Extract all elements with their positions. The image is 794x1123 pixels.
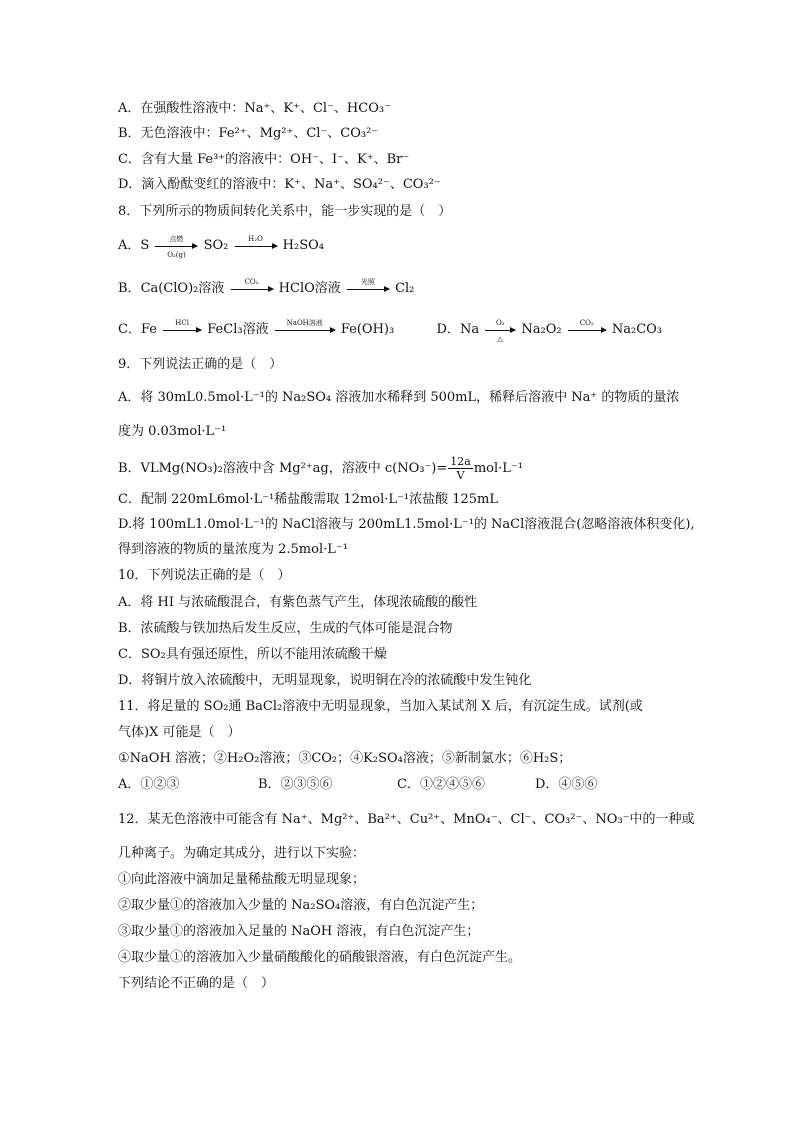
q11-stem: 11．将足量的 SO₂通 BaCl₂溶液中无明显现象，当加入某试剂 X 后，有沉淀生成。试剂(或 xyxy=(118,699,643,714)
q8d-s1: Na xyxy=(459,322,480,337)
q8c-s2: FeCl₃溶液 xyxy=(207,322,269,337)
q12-stem-cont: 几种离子。为确定其成分，进行以下实验： xyxy=(118,846,366,861)
q12-question: 下列结论不正确的是（ ） xyxy=(118,976,275,991)
q11-stem-cont: 气体)X 可能是（ ） xyxy=(118,725,241,740)
q8b-s1: Ca(ClO)₂溶液 xyxy=(140,281,225,296)
q10-option-a[interactable]: A．将 HI 与浓硫酸混合，有紫色蒸气产生，体现浓硫酸的酸性 xyxy=(118,595,478,610)
q9-option-c[interactable]: C．配制 220mL6mol·L⁻¹稀盐酸需取 12mol·L⁻¹浓盐酸 125mL xyxy=(118,492,499,507)
q8-stem: 8．下列所示的物质间转化关系中，能一步实现的是（ ） xyxy=(118,204,452,219)
reaction-arrow: 点燃 O₂(g) xyxy=(155,245,197,247)
q8b-s2: HClO溶液 xyxy=(278,281,341,296)
q8c-s3: Fe(OH)₃ xyxy=(340,322,395,337)
q12-step-3: ③取少量①的溶液加入足量的 NaOH 溶液，有白色沉淀产生； xyxy=(118,924,480,939)
reaction-arrow: CO₂ xyxy=(231,288,273,290)
q8-option-b[interactable] xyxy=(118,277,415,298)
q8d-s3: Na₂CO₃ xyxy=(611,322,663,337)
q7-option-d[interactable]: D．滴入酚酞变红的溶液中：K⁺、Na⁺、SO₄²⁻、CO₃²⁻ xyxy=(118,177,441,192)
q8a-s1: S xyxy=(140,238,150,253)
q7-option-c[interactable]: C．含有大量 Fe³⁺的溶液中：OH⁻、I⁻、K⁺、Br⁻ xyxy=(118,152,410,167)
q8a-label: A． xyxy=(118,238,141,253)
q8d-label: D． xyxy=(436,322,460,337)
q9b-post: mol·L⁻¹ xyxy=(473,461,523,476)
reaction-arrow: NaOH溶液 xyxy=(275,329,335,331)
q11-option-d[interactable]: D．④⑤⑥ xyxy=(535,777,598,792)
q9-stem: 9．下列说法正确的是（ ） xyxy=(118,357,283,372)
q10-option-d[interactable]: D．将铜片放入浓硫酸中，无明显现象，说明铜在冷的浓硫酸中发生钝化 xyxy=(118,673,532,688)
q8d-s2: Na₂O₂ xyxy=(521,322,562,337)
reaction-arrow: O₂ △ xyxy=(485,329,515,331)
q8b-label: B． xyxy=(118,281,141,296)
q12-step-1: ①向此溶液中滴加足量稀盐酸无明显现象； xyxy=(118,872,366,887)
q8-option-a[interactable] xyxy=(118,234,324,259)
reaction-arrow: CO₂ xyxy=(568,329,606,331)
q9-option-d-cont: 得到溶液的物质的量浓度为 2.5mol·L⁻¹ xyxy=(118,542,348,557)
q11-option-b[interactable]: B．②③⑤⑥ xyxy=(258,777,333,792)
q11-list: ①NaOH 溶液；②H₂O₂溶液；③CO₂；④K₂SO₄溶液；⑤新制氯水；⑥H₂S； xyxy=(118,751,572,766)
q10-stem: 10．下列说法正确的是（ ） xyxy=(118,568,291,583)
q8b-s3: Cl₂ xyxy=(395,281,415,296)
q9-option-a-cont: 度为 0.03mol·L⁻¹ xyxy=(118,424,227,439)
q10-option-c[interactable]: C．SO₂具有强还原性，所以不能用浓硫酸干燥 xyxy=(118,647,387,662)
q8a-s3: H₂SO₄ xyxy=(282,238,324,253)
q8c-s1: Fe xyxy=(140,322,157,337)
q9-option-b[interactable] xyxy=(118,455,523,482)
q8c-label: C． xyxy=(118,322,141,337)
fraction: $\frac{12a}{V}$ xyxy=(450,455,471,482)
q12-stem: 12．某无色溶液中可能含有 Na⁺、Mg²⁺、Ba²⁺、Cu²⁺、MnO₄⁻、Cl⁻、CO₃²⁻、NO₃⁻中的一种或 xyxy=(118,812,695,827)
q8-option-cd[interactable] xyxy=(118,318,663,343)
reaction-arrow: HCl xyxy=(163,329,201,331)
q11-option-a[interactable]: A．①②③ xyxy=(118,777,180,792)
q8a-s2: SO₂ xyxy=(203,238,229,253)
q7-option-a[interactable]: A．在强酸性溶液中：Na⁺、K⁺、Cl⁻、HCO₃⁻ xyxy=(118,101,391,116)
reaction-arrow: H₂O xyxy=(235,245,277,247)
q9b-pre: B．VLMg(NO₃)₂溶液中含 Mg²⁺ag，溶液中 c(NO₃⁻)= xyxy=(118,461,448,476)
q12-step-4: ④取少量①的溶液加入少量硝酸酸化的硝酸银溶液，有白色沉淀产生。 xyxy=(118,950,522,965)
q11-option-c[interactable]: C．①②④⑤⑥ xyxy=(397,777,485,792)
q12-step-2: ②取少量①的溶液加入少量的 Na₂SO₄溶液，有白色沉淀产生； xyxy=(118,898,484,913)
q9-option-a[interactable]: A．将 30mL0.5mol·L⁻¹的 Na₂SO₄ 溶液加水稀释到 500mL，稀释后溶液中 Na⁺ 的物质的量浓 xyxy=(118,390,680,405)
q10-option-b[interactable]: B．浓硫酸与铁加热后发生反应，生成的气体可能是混合物 xyxy=(118,621,453,636)
q9-option-d[interactable]: D.将 100mL1.0mol·L⁻¹的 NaCl溶液与 200mL1.5mol·L⁻¹的 NaCl溶液混合(忽略溶液体积变化), xyxy=(118,517,695,532)
reaction-arrow: 光照 xyxy=(347,288,389,290)
q7-option-b[interactable]: B．无色溶液中：Fe²⁺、Mg²⁺、Cl⁻、CO₃²⁻ xyxy=(118,126,379,141)
